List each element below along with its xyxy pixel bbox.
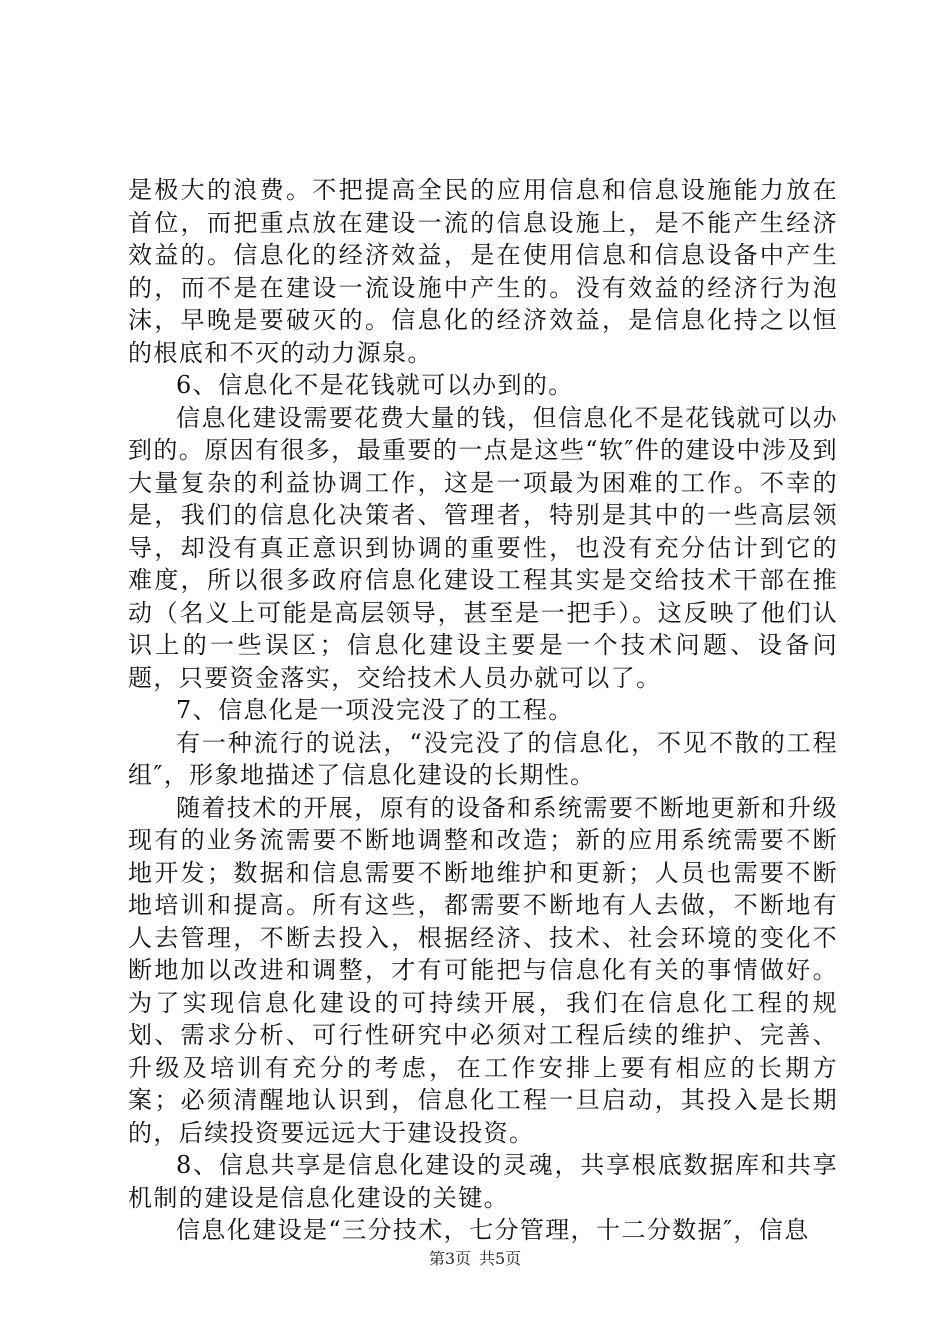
section-heading-8: 8、信息共享是信息化建设的灵魂，共享根底数据库和共享机制的建设是信息化建设的关键。: [128, 1151, 838, 1212]
paragraph-section-6: 信息化建设需要花费大量的钱，但信息化不是花钱就可以办到的。原因有很多，最重要的一点是这些“软″件的建设中涉及到大量复杂的利益协调工作，这是一项最为困难的工作。不幸的是，我们的信息化决策者、管理者，特别是其中的一些高层领导，却没有真正意识到协调的重要性，也没有充分估计到它的难度，所以很多政府信息化建设工程其实是交给技术干部在推动（名义上可能是高层领导，甚至是一把手）。这反映了他们认识上的一些误区；信息化建设主要是一个技术问题、设备问题，只要资金落实，交给技术人员办就可以了。: [128, 403, 838, 692]
paragraph-continuation: 是极大的浪费。不把提高全民的应用信息和信息设施能力放在首位，而把重点放在建设一流的信息设施上，是不能产生经济效益的。信息化的经济效益，是在使用信息和信息设备中产生的，而不是在建设一流设施中产生的。没有效益的经济行为泡沫，早晚是要破灭的。信息化的经济效益，是信息化持之以恒的根底和不灭的动力源泉。: [128, 176, 838, 367]
section-heading-7: 7、信息化是一项没完没了的工程。: [176, 696, 574, 724]
page-number: 第3页: [428, 1249, 471, 1268]
page-footer: [0, 1248, 950, 1270]
document-body: [128, 174, 838, 1247]
section-heading-6: 6、信息化不是花钱就可以办到的。: [176, 371, 574, 399]
paragraph-section-7-quote: 有一种流行的说法，“没完没了的信息化，不见不散的工程组″，形象地描述了信息化建设的长期性。: [128, 728, 838, 789]
page-total: 共5页: [479, 1249, 522, 1268]
paragraph-section-7-detail: 随着技术的开展，原有的设备和系统需要不断地更新和升级现有的业务流需要不断地调整和改造；新的应用系统需要不断地开发；数据和信息需要不断地维护和更新；人员也需要不断地培训和提高。所有这些，都需要不断地有人去做，不断地有人去管理，不断去投入，根据经济、技术、社会环境的变化不断地加以改进和调整，才有可能把与信息化有关的事情做好。为了实现信息化建设的可持续开展，我们在信息化工程的规划、需求分析、可行性研究中必须对工程后续的维护、完善、升级及培训有充分的考虑，在工作安排上要有相应的长期方案；必须清醒地认识到，信息化工程一旦启动，其投入是长期的，后续投资要远远大于建设投资。: [128, 793, 838, 1147]
paragraph-section-8: 信息化建设是“三分技术，七分管理，十二分数据″，信息: [176, 1216, 810, 1244]
